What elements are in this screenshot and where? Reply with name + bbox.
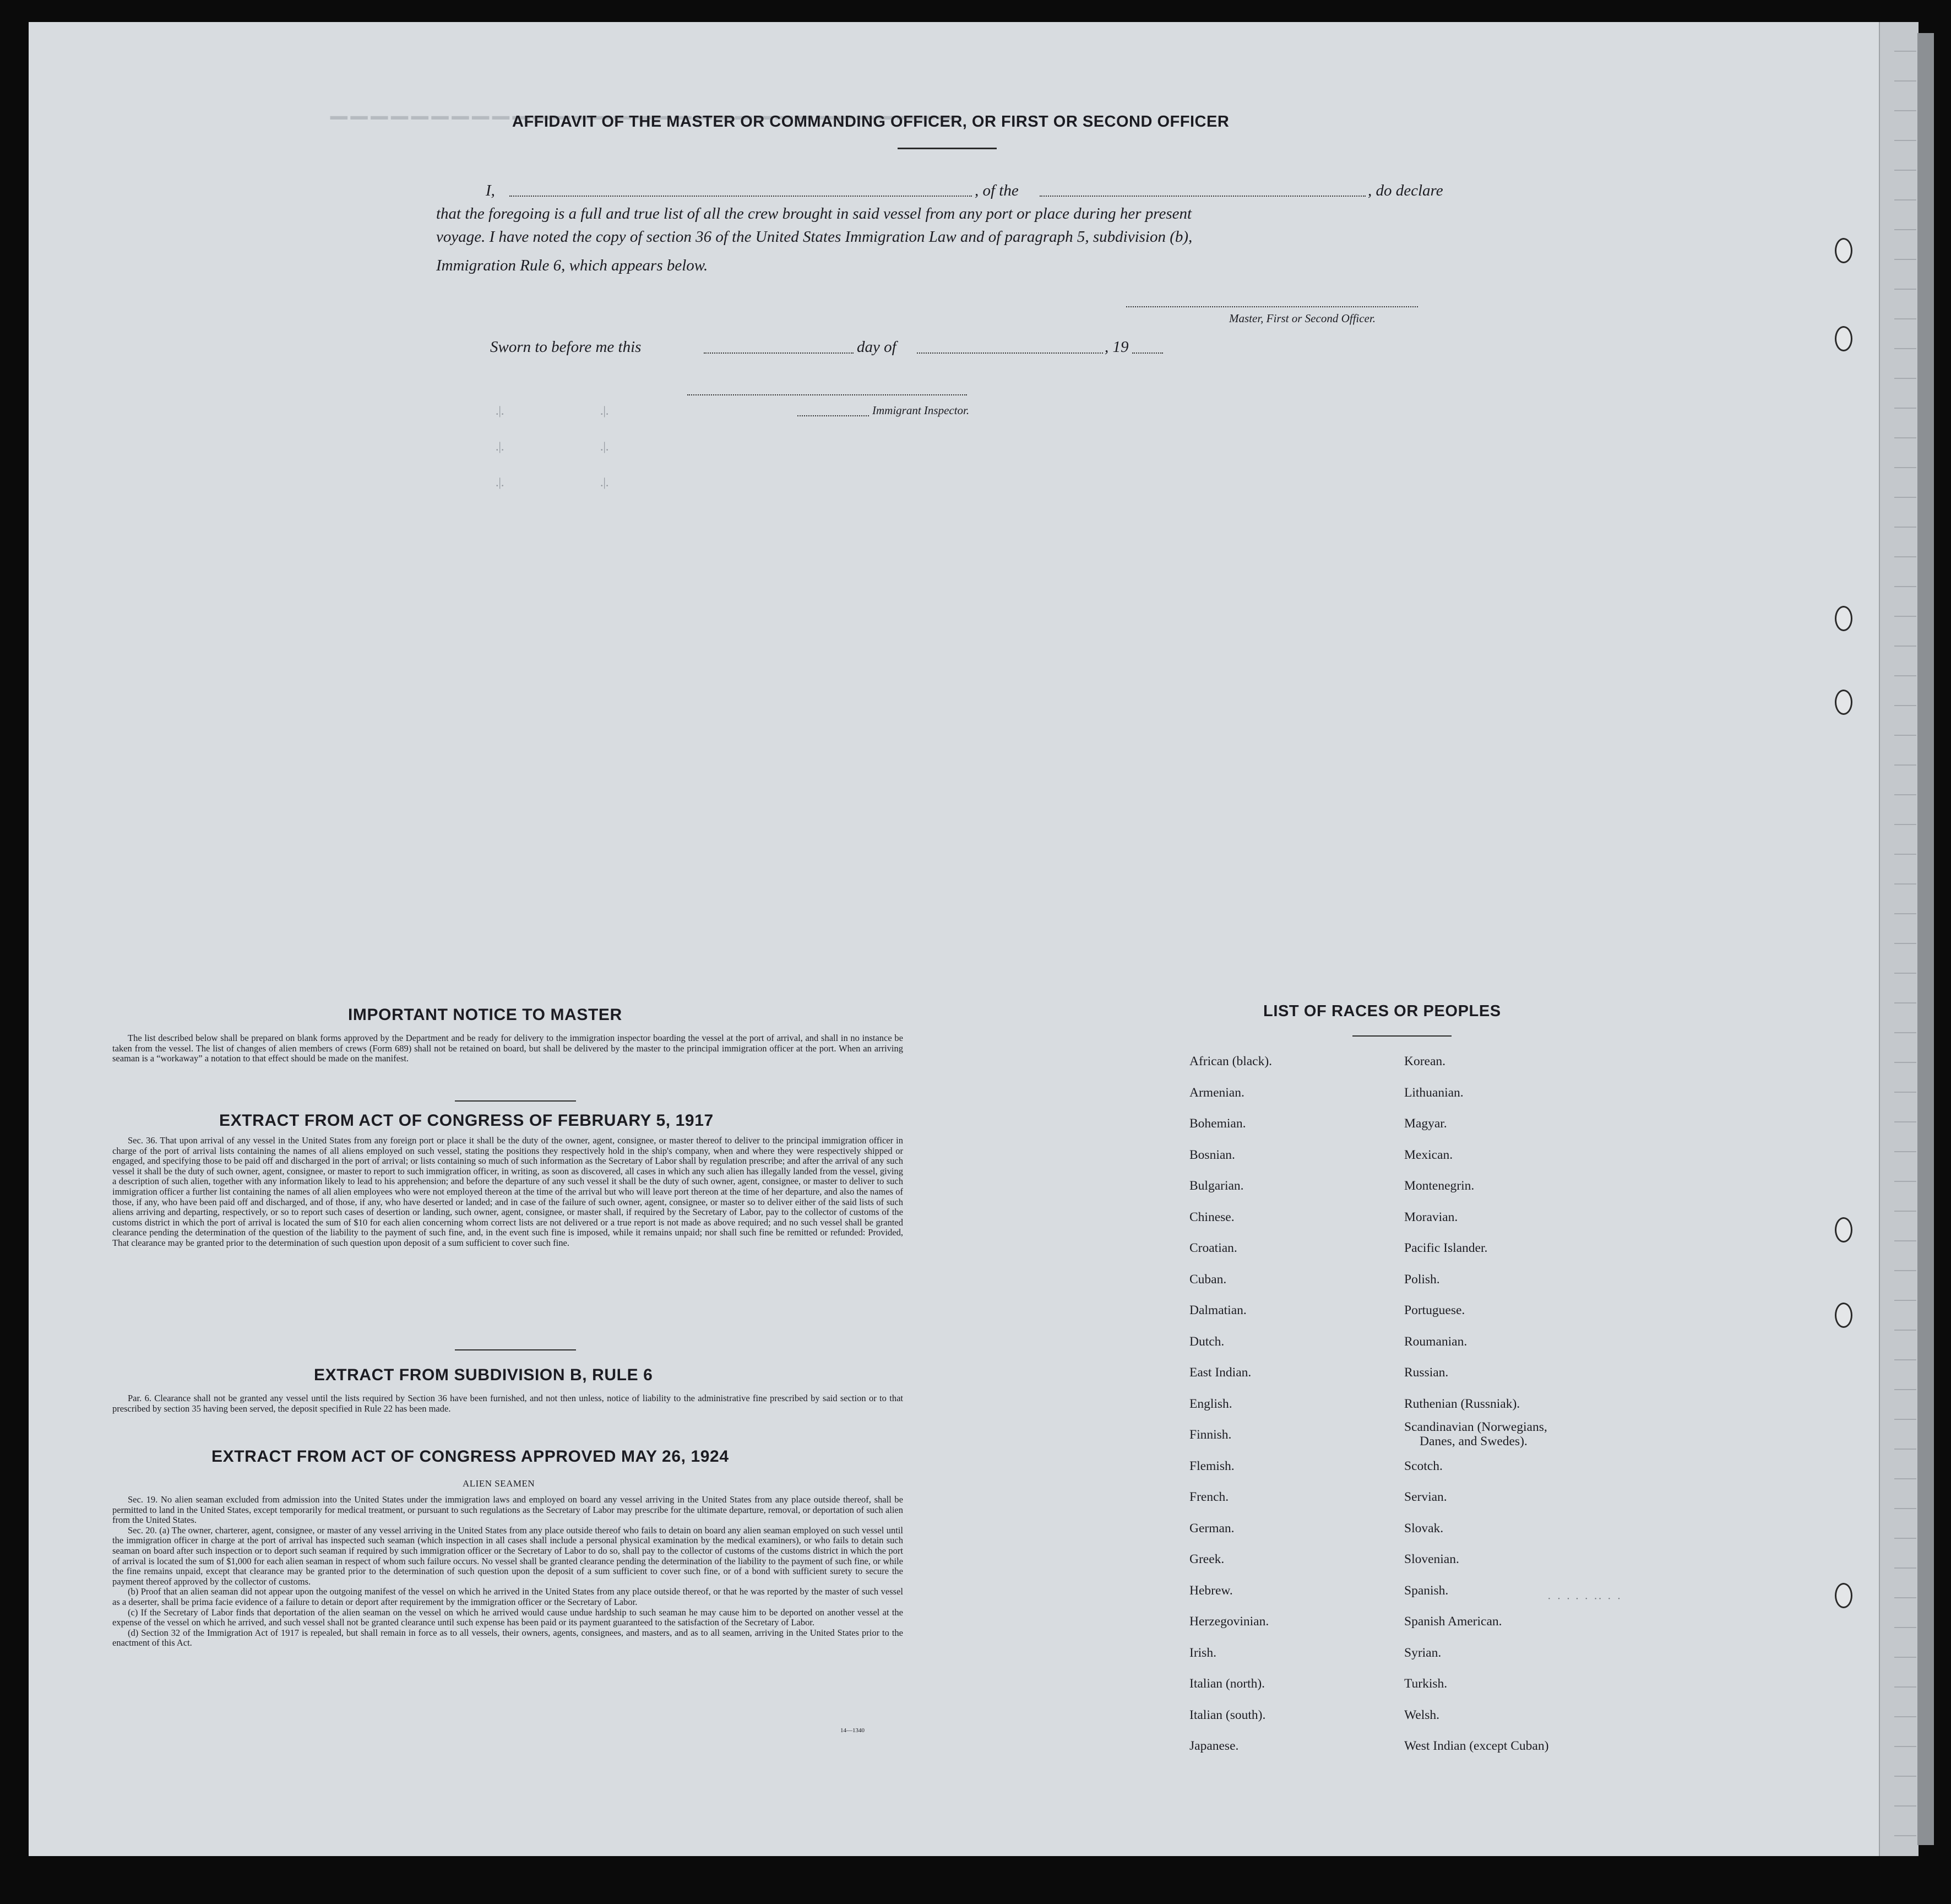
- name-field-line[interactable]: [509, 196, 972, 197]
- bleed-through-text: ▁▁▁▁▁▁▁▁▁▁▁▁▁▁▁▁▁▁▁▁▁▁▁▁▁▁▁▁▁▁▁: [330, 94, 958, 119]
- race-item: Italian (south).: [1189, 1707, 1266, 1722]
- bleed-through-mark: .|.: [496, 475, 504, 489]
- ruled-edge-lines: [1894, 22, 1916, 1856]
- extract3-heading: EXTRACT FROM ACT OF CONGRESS APPROVED MAY 26, 1924: [211, 1447, 729, 1466]
- race-item: Flemish.: [1189, 1458, 1235, 1473]
- bleed-through-mark: .|.: [496, 440, 504, 453]
- race-item: Finnish.: [1189, 1428, 1232, 1442]
- race-item: Scandinavian (Norwegians,: [1404, 1420, 1547, 1434]
- race-item: Dutch.: [1189, 1334, 1225, 1349]
- race-item: French.: [1189, 1490, 1229, 1504]
- race-item: West Indian (except Cuban): [1404, 1739, 1549, 1753]
- extract2-heading: EXTRACT FROM SUBDIVISION B, RULE 6: [314, 1366, 653, 1384]
- punch-hole: [1835, 1217, 1852, 1243]
- master-label: Master, First or Second Officer.: [1229, 312, 1376, 325]
- race-item: Japanese.: [1189, 1739, 1239, 1753]
- extract3-paragraph: Sec. 19. No alien seaman excluded from admission into the United States under the immigration laws and employed on board any vessel arriving in the United States from any place outside thereof, shall be permitted to land in the United States, except temporarily for medical treatment, or pursuant to such regulations as the Secretary of Labor may prescribe for the ultimate departure, removal, or deportation of such alien from the United States.: [112, 1494, 903, 1526]
- punch-hole: [1835, 238, 1852, 263]
- master-signature-line[interactable]: [1126, 306, 1418, 307]
- race-item: Korean.: [1404, 1054, 1446, 1068]
- notice-text: The list described below shall be prepared on blank forms approved by the Department and be ready for delivery to the immigration inspector boarding the vessel at the port of arrival, and shall in no instance be taken from the vessel. The list of changes of alien members of crews (Form 689) shall not be retained on board, but shall be delivered by the master to the principal immigration officer at the port. When an arriving seaman is a “workaway” a notation to that effect should be made on the manifest.: [112, 1033, 903, 1064]
- race-item: Bulgarian.: [1189, 1179, 1244, 1193]
- race-item: East Indian.: [1189, 1365, 1252, 1380]
- extract1-text: Sec. 36. That upon arrival of any vessel in the United States from any foreign port or place it shall be the duty of the owner, agent, consignee, or master thereof to deliver to the principal immigration officer in charge of the port of arrival lists containing the names of all aliens employed on such vessel, stating the positions they respectively hold in the ship's company, when and where they were respectively shipped or engaged, and specifying those to be paid off and discharged in the port of arrival; or lists containing so much of such information as the Secretary of Labor shall by regulation prescribe; and after the arrival of any such vessel it shall be the duty of such owner, agent, consignee, or master to report to such immigration officer, in writing, as soon as discovered, all cases in which any such alien has illegally landed from the vessel, giving a description of such alien, together with any information likely to lead to his apprehension; and before the departure of any such vessel it shall be the duty of such owner, agent, consignee, or master to deliver to such immigration officer a further list containing the names of all alien employees who were not employed thereon at the time of the arrival but who will leave port thereon at the time of her departure, and also the names of those, if any, who have been paid off and discharged, and of those, if any, who have deserted or landed; and in case of the failure of such owner, agent, consignee, or master so to deliver either of the said lists of such aliens arriving and departing, respectively, or so to report such cases of desertion or landing, such owner, agent, consignee, or master shall, if required by the Secretary of Labor, pay to the collector of customs of the customs district in which the port of arrival is located the sum of $10 for each alien concerning whom correct lists are not delivered or a true report is not made as above required; and no such vessel shall be granted clearance pending the determination of the question of the liability to the payment of such fine, and, in the event such fine is imposed, while it remains unpaid; nor shall such fine be remitted or refunded: Provided, That clearance may be granted prior to the determination of such question upon deposit of a sum sufficient to cover such fine.: [112, 1135, 903, 1248]
- race-item: Montenegrin.: [1404, 1179, 1475, 1193]
- race-item: Slovenian.: [1404, 1552, 1459, 1566]
- affidavit-i: I,: [486, 182, 495, 199]
- race-item: Mexican.: [1404, 1147, 1453, 1162]
- race-item: Chinese.: [1189, 1209, 1235, 1224]
- race-item: English.: [1189, 1396, 1232, 1411]
- extract3-text: [112, 1495, 903, 1648]
- race-item: Armenian.: [1189, 1085, 1244, 1100]
- races-rule: [1352, 1035, 1452, 1037]
- day-of-text: day of: [857, 338, 896, 356]
- race-item: Russian.: [1404, 1365, 1449, 1380]
- punch-hole: [1835, 326, 1852, 351]
- section-rule: [455, 1349, 576, 1350]
- affidavit-line-2: that the foregoing is a full and true list of all the crew brought in said vessel from any port or place during her present: [436, 205, 1192, 223]
- race-item: Italian (north).: [1189, 1677, 1265, 1691]
- race-item: Moravian.: [1404, 1209, 1458, 1224]
- heading-rule: [898, 148, 997, 149]
- race-item-multiline: [1404, 1420, 1548, 1459]
- punch-hole: [1835, 1583, 1852, 1608]
- notice-heading: IMPORTANT NOTICE TO MASTER: [348, 1006, 622, 1024]
- form-number: 14—1340: [840, 1727, 865, 1734]
- stray-marks: · · ∙ ∙ · ∙∙ · ·: [1547, 1593, 1623, 1605]
- race-item: Pacific Islander.: [1404, 1241, 1488, 1255]
- race-item: Welsh.: [1404, 1707, 1440, 1722]
- binder-shadow: [1917, 33, 1934, 1845]
- race-item: Scotch.: [1404, 1458, 1443, 1473]
- race-item: Turkish.: [1404, 1677, 1448, 1691]
- bleed-through-mark: .|.: [600, 440, 609, 453]
- extract3-paragraph: Sec. 20. (a) The owner, charterer, agent, consignee, or master of any vessel arriving in the United States from any place outside thereof who fails to detain on board any alien seaman employed on such vessel until the immigration officer in charge at the port of arrival has inspected such seaman (which inspection in all cases shall include a personal physical examination by the medical examiners), or who fails to detain such seaman on board after such inspection or to deport such seaman if required by such immigration officer or the Secretary of Labor to do so, shall pay to the collector of customs of the customs district in which the port of arrival is located the sum of $1,000 for each alien seaman in respect of whom such failure occurs. No vessel shall be granted clearance pending the determination of the liability to the payment of such fine, or while the fine remains unpaid, except that clearance may be granted prior to the determination of such question upon the deposit of a sum sufficient to cover such fine, or of a bond with sufficient surety to secure the payment thereof approved by the collector of customs.: [112, 1525, 903, 1587]
- race-item: Hebrew.: [1189, 1583, 1233, 1598]
- race-item: Ruthenian (Russniak).: [1404, 1396, 1520, 1411]
- race-item: Dalmatian.: [1189, 1303, 1247, 1317]
- sworn-month-line[interactable]: [917, 352, 1103, 354]
- affidavit-of-the: , of the: [975, 182, 1019, 199]
- bleed-through-mark: .|.: [600, 475, 609, 489]
- inspector-signature-line[interactable]: [687, 394, 967, 395]
- punch-hole: [1835, 1303, 1852, 1328]
- race-item: Greek.: [1189, 1552, 1225, 1566]
- inspector-short-line: [797, 415, 869, 416]
- race-item: Lithuanian.: [1404, 1085, 1464, 1100]
- race-item: Croatian.: [1189, 1241, 1237, 1255]
- race-item: Slovak.: [1404, 1521, 1444, 1536]
- sworn-day-line[interactable]: [704, 352, 854, 354]
- punch-hole: [1835, 606, 1852, 631]
- inspector-label: Immigrant Inspector.: [872, 404, 970, 417]
- sworn-text: Sworn to before me this: [490, 338, 642, 356]
- race-item: German.: [1189, 1521, 1235, 1536]
- extract3-paragraph: (b) Proof that an alien seaman did not appear upon the outgoing manifest of the vessel on which he arrived in the United States from any place outside thereof, or that he was reported by the master of such vessel as a deserter, shall be prima facie evidence of a failure to detain or deport after requirement by the immigration officer or the Secretary of Labor.: [112, 1586, 903, 1607]
- affidavit-line-3: voyage. I have noted the copy of section 36 of the United States Immigration Law and of paragraph 5, subdivision (b),: [436, 228, 1193, 246]
- race-item: African (black).: [1189, 1054, 1273, 1068]
- race-item: Syrian.: [1404, 1645, 1442, 1660]
- race-item: Irish.: [1189, 1645, 1216, 1660]
- bleed-through-mark: .|.: [496, 404, 504, 417]
- extract3-paragraph: (c) If the Secretary of Labor finds that deportation of the alien seaman on the vessel on which he arrived would cause undue hardship to such seaman he may cause him to be deported on another vessel at the expense of the vessel on which he arrived, and such vessel shall not be granted clearance until such expense has been paid or its payment guaranteed to the satisfaction of the Secretary of Labor.: [112, 1607, 903, 1628]
- bleed-through-mark: .|.: [600, 404, 609, 417]
- year-text: , 19: [1105, 338, 1129, 356]
- punch-hole: [1835, 690, 1852, 715]
- affidavit-line-4: Immigration Rule 6, which appears below.: [436, 257, 708, 274]
- extract3-subheading: ALIEN SEAMEN: [463, 1478, 535, 1489]
- race-item: Cuban.: [1189, 1272, 1227, 1287]
- sworn-year-line[interactable]: [1132, 352, 1163, 354]
- race-item: Portuguese.: [1404, 1303, 1465, 1317]
- races-heading: LIST OF RACES OR PEOPLES: [1263, 1002, 1501, 1020]
- race-item: Spanish American.: [1404, 1614, 1502, 1629]
- extract2-text: Par. 6. Clearance shall not be granted any vessel until the lists required by Section 36 have been furnished, and not then unless, notice of liability to the administrative fine prescribed by said section or to that prescribed by section 35 having been served, the deposit specified in Rule 22 has been made.: [112, 1393, 903, 1414]
- races-right-column: [1404, 1054, 1548, 1770]
- races-left-column: [1189, 1054, 1272, 1770]
- affidavit-heading: AFFIDAVIT OF THE MASTER OR COMMANDING OFFICER, OR FIRST OR SECOND OFFICER: [512, 113, 1230, 131]
- race-item: Herzegovinian.: [1189, 1614, 1269, 1629]
- race-item: Magyar.: [1404, 1116, 1447, 1131]
- race-item-continued: Danes, and Swedes).: [1420, 1434, 1528, 1449]
- extract3-paragraph: (d) Section 32 of the Immigration Act of 1917 is repealed, but shall remain in force as to all vessels, their owners, agents, consignees, and masters, and as to all seamen, arriving in the United States prior to the enactment of this Act.: [112, 1627, 903, 1648]
- section-rule: [455, 1100, 576, 1102]
- affidavit-declare: , do declare: [1368, 182, 1443, 199]
- race-item: Bohemian.: [1189, 1116, 1246, 1131]
- race-item: Roumanian.: [1404, 1334, 1468, 1349]
- race-item: Spanish.: [1404, 1583, 1449, 1598]
- race-item: Servian.: [1404, 1490, 1447, 1504]
- race-item: Bosnian.: [1189, 1147, 1235, 1162]
- race-item: Polish.: [1404, 1272, 1440, 1287]
- extract1-heading: EXTRACT FROM ACT OF CONGRESS OF FEBRUARY 5, 1917: [219, 1111, 714, 1130]
- vessel-field-line[interactable]: [1040, 196, 1366, 197]
